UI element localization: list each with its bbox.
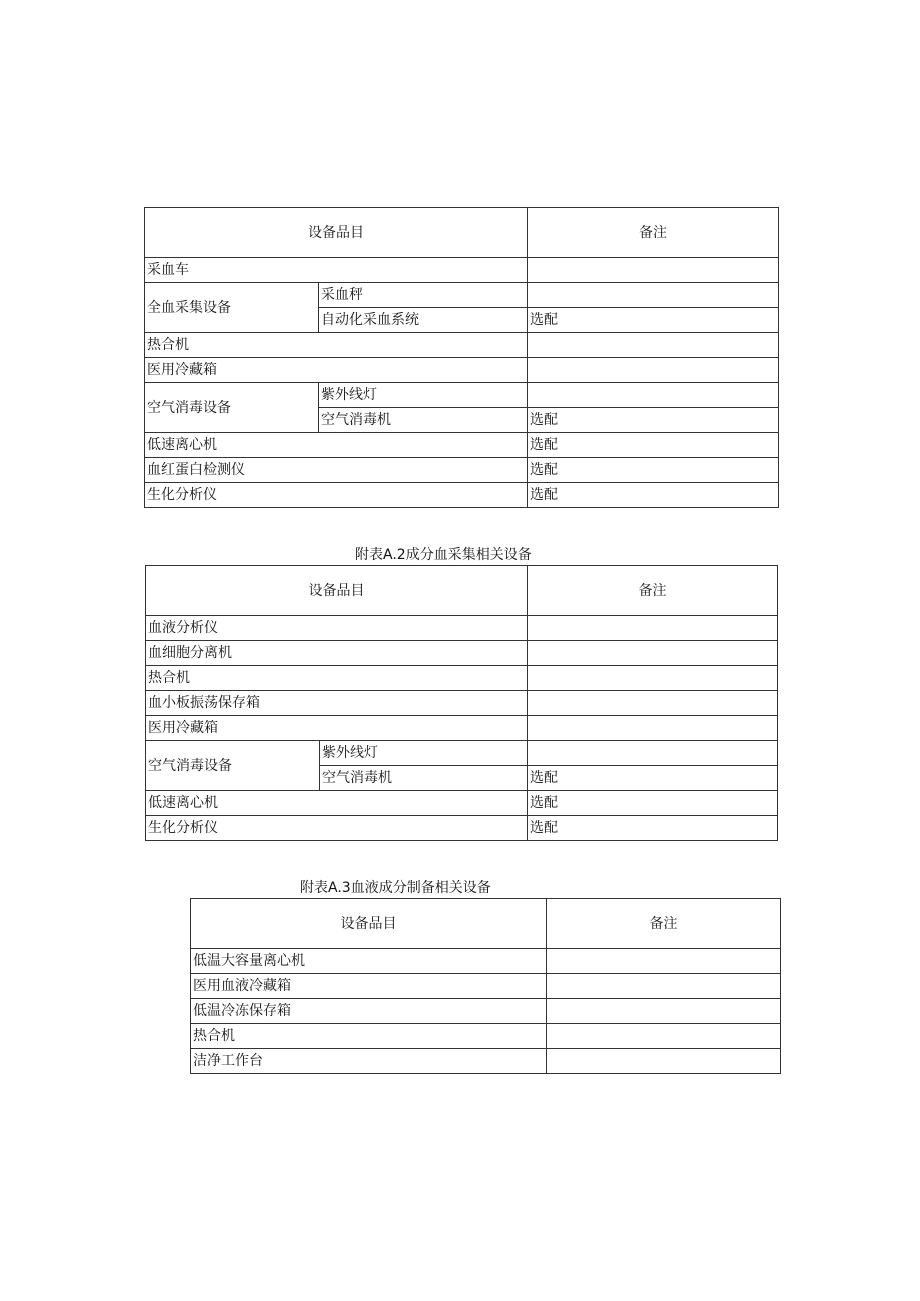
note-cell (528, 691, 778, 716)
note-cell (528, 741, 778, 766)
header-item: 设备品目 (145, 208, 528, 258)
table-row (191, 949, 781, 974)
item-cell: 热合机 (145, 333, 528, 358)
table-header-row (191, 899, 781, 949)
item-cell: 洁净工作台 (191, 1049, 547, 1074)
table-row (145, 333, 779, 358)
equipment-table-3 (190, 898, 781, 1074)
header-item: 设备品目 (191, 899, 547, 949)
note-cell: 选配 (528, 483, 779, 508)
note-cell (547, 1024, 781, 1049)
table-row (145, 433, 779, 458)
item-cell: 血液分析仪 (146, 616, 528, 641)
item-cell: 医用冷藏箱 (145, 358, 528, 383)
table-row (191, 974, 781, 999)
note-cell (547, 974, 781, 999)
sub-item-cell: 空气消毒机 (320, 766, 528, 791)
table-row (145, 358, 779, 383)
item-cell: 低温大容量离心机 (191, 949, 547, 974)
table-row (191, 1049, 781, 1074)
item-cell: 采血车 (145, 258, 528, 283)
header-note: 备注 (528, 566, 778, 616)
note-cell (528, 716, 778, 741)
item-cell: 血小板振荡保存箱 (146, 691, 528, 716)
equipment-table-2 (145, 565, 778, 841)
note-cell: 选配 (528, 433, 779, 458)
group-cell: 空气消毒设备 (146, 741, 320, 791)
note-cell (547, 999, 781, 1024)
table-row (145, 458, 779, 483)
table-header-row (146, 566, 778, 616)
note-cell (528, 283, 779, 308)
table-row (145, 483, 779, 508)
sub-item-cell: 紫外线灯 (319, 383, 528, 408)
table-caption: 附表A.2成分血采集相关设备 (355, 547, 532, 563)
item-cell: 生化分析仪 (146, 816, 528, 841)
sub-item-cell: 紫外线灯 (320, 741, 528, 766)
note-cell: 选配 (528, 816, 778, 841)
equipment-table-1 (144, 207, 779, 508)
table-header-row (145, 208, 779, 258)
sub-item-cell: 自动化采血系统 (319, 308, 528, 333)
item-cell: 低温冷冻保存箱 (191, 999, 547, 1024)
group-cell: 空气消毒设备 (145, 383, 319, 433)
group-cell: 全血采集设备 (145, 283, 319, 333)
table-caption: 附表A.3血液成分制备相关设备 (300, 880, 491, 896)
table-row (146, 791, 778, 816)
item-cell: 热合机 (146, 666, 528, 691)
item-cell: 血细胞分离机 (146, 641, 528, 666)
note-cell: 选配 (528, 408, 779, 433)
table-row (145, 258, 779, 283)
table-row (146, 641, 778, 666)
item-cell: 低速离心机 (146, 791, 528, 816)
note-cell (528, 616, 778, 641)
header-item: 设备品目 (146, 566, 528, 616)
table-row (145, 383, 779, 408)
table-row (191, 999, 781, 1024)
table-row (191, 1024, 781, 1049)
note-cell (547, 1049, 781, 1074)
sub-item-cell: 空气消毒机 (319, 408, 528, 433)
note-cell: 选配 (528, 791, 778, 816)
note-cell (528, 666, 778, 691)
table-row (146, 616, 778, 641)
table-row (146, 666, 778, 691)
item-cell: 医用血液冷藏箱 (191, 974, 547, 999)
item-cell: 血红蛋白检测仪 (145, 458, 528, 483)
table-row (146, 691, 778, 716)
note-cell (528, 383, 779, 408)
note-cell (528, 641, 778, 666)
note-cell: 选配 (528, 458, 779, 483)
item-cell: 生化分析仪 (145, 483, 528, 508)
note-cell (528, 358, 779, 383)
table-row (146, 816, 778, 841)
item-cell: 医用冷藏箱 (146, 716, 528, 741)
header-note: 备注 (528, 208, 779, 258)
table-row (145, 283, 779, 308)
note-cell (547, 949, 781, 974)
note-cell (528, 258, 779, 283)
table-row (146, 741, 778, 766)
table-row (146, 716, 778, 741)
item-cell: 低速离心机 (145, 433, 528, 458)
item-cell: 热合机 (191, 1024, 547, 1049)
sub-item-cell: 采血秤 (319, 283, 528, 308)
note-cell: 选配 (528, 766, 778, 791)
note-cell (528, 333, 779, 358)
note-cell: 选配 (528, 308, 779, 333)
header-note: 备注 (547, 899, 781, 949)
